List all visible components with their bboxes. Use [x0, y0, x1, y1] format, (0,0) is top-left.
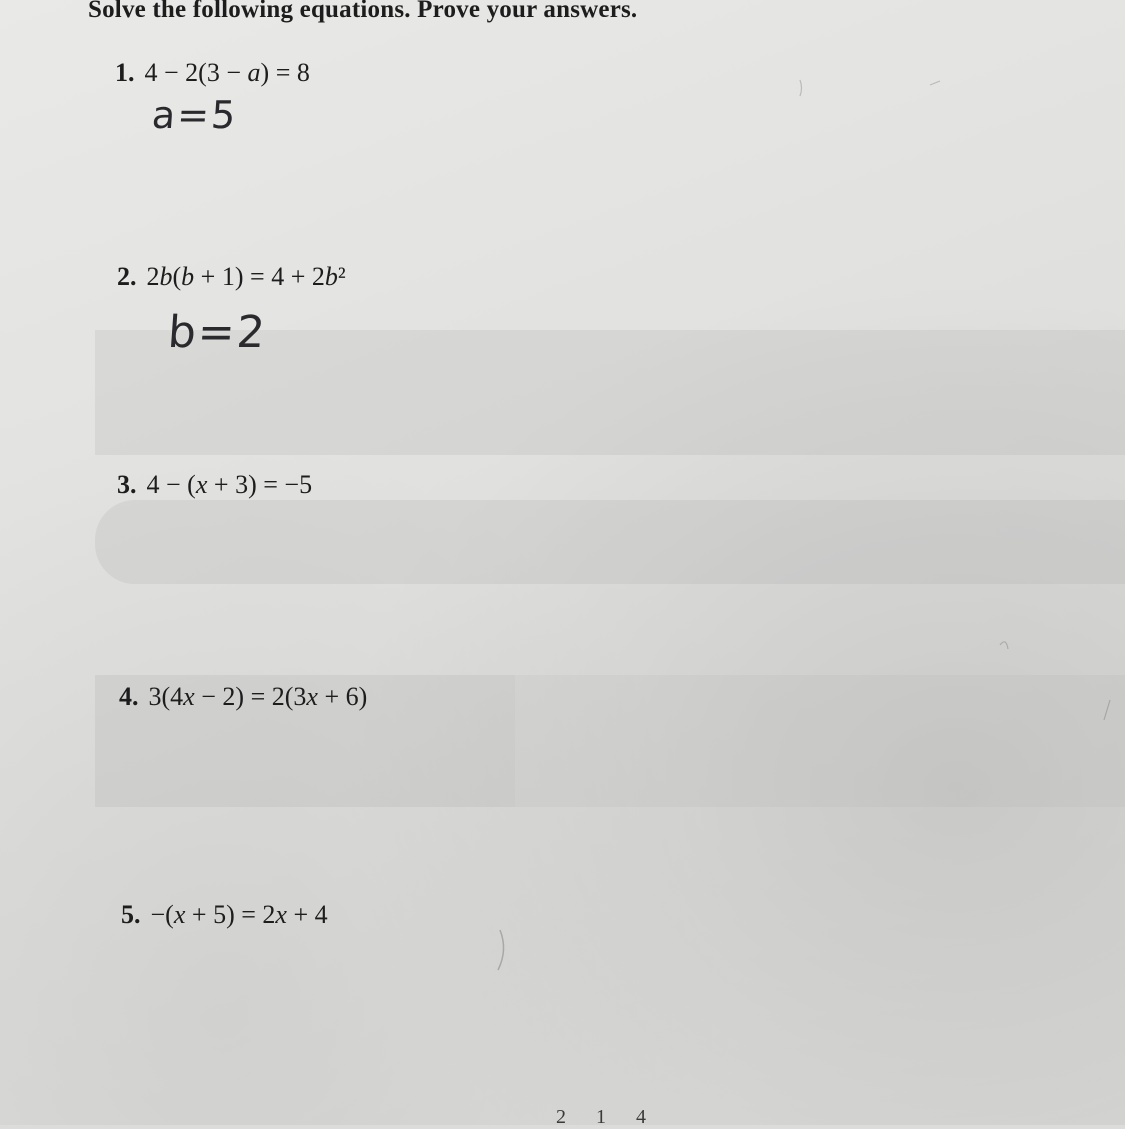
problem-2 — [117, 262, 346, 292]
problem-number: 2. — [117, 262, 137, 291]
problem-equation: 2b(b + 1) = 4 + 2b² — [146, 262, 346, 291]
problem-5 — [121, 900, 328, 930]
problem-number: 5. — [121, 900, 141, 929]
problem-number: 3. — [117, 470, 137, 499]
instructions-heading: Solve the following equations. Prove your answers. — [88, 0, 638, 23]
problem-equation: 4 − (x + 3) = −5 — [146, 470, 313, 499]
problem-3 — [117, 470, 312, 500]
problem-number: 4. — [119, 682, 139, 711]
handwritten-answer-2: b=2 — [166, 307, 269, 358]
problem-1 — [115, 58, 310, 88]
problem-equation: −(x + 5) = 2x + 4 — [150, 900, 328, 929]
shaded-band — [515, 675, 1125, 807]
shaded-band — [95, 500, 1125, 584]
problem-4 — [119, 682, 367, 712]
handwritten-answer-1: a=5 — [150, 93, 239, 137]
problem-number: 1. — [115, 58, 135, 87]
problem-equation: 3(4x − 2) = 2(3x + 6) — [148, 682, 368, 711]
page-number: 214 — [556, 1106, 676, 1128]
problem-equation: 4 − 2(3 − a) = 8 — [144, 58, 310, 87]
